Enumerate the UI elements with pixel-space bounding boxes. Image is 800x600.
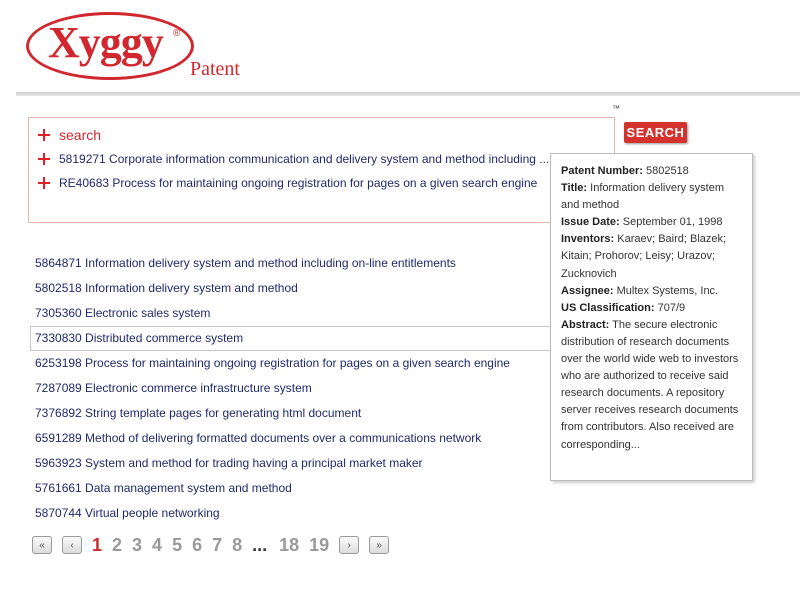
result-item[interactable]: 6591289 Method of delivering formatted documents over a communications network [35,431,482,445]
abstract-value: The secure electronic distribution of research documents over the world wide web to investors who are authorized to receive said research documents. A repository server receives research documents from contributors. Also received are corresponding... [561,318,739,451]
first-page-button[interactable]: « [32,536,52,554]
page-number[interactable]: 7 [212,534,223,555]
page-number[interactable]: 18 [279,534,300,555]
result-item[interactable]: 6253198 Process for maintaining ongoing registration for pages on a given search engine [35,356,510,370]
search-query-box[interactable] [28,117,615,223]
patent-details-tooltip [550,153,753,481]
page-number[interactable]: 19 [309,534,330,555]
page-number[interactable]: 6 [192,534,203,555]
result-item[interactable]: 5870744 Virtual people networking [35,506,220,520]
result-item-hovered[interactable]: 7330830 Distributed commerce system [30,326,630,351]
query-row[interactable] [37,126,101,144]
search-button[interactable]: SEARCH [624,122,687,143]
logo-registered-mark: ® [173,28,181,39]
query-term-row[interactable] [37,174,537,192]
logo-product-name: Patent [190,58,240,80]
query-term-row[interactable] [37,150,549,168]
query-term[interactable]: RE40683 Process for maintaining ongoing registration for pages on a given search engine [59,176,538,190]
next-page-button[interactable]: › [339,536,359,554]
page-number[interactable]: 8 [232,534,243,555]
inventors-label: Inventors: [561,233,615,246]
issue-date-value: September 01, 1998 [622,216,723,229]
page-number[interactable]: 2 [112,534,123,555]
result-item[interactable]: 5864871 Information delivery system and method including on-line entitlements [35,256,456,270]
title-label: Title: [561,182,588,195]
result-item[interactable]: 5802518 Information delivery system and method [35,281,298,295]
result-item[interactable]: 5761661 Data management system and method [35,481,292,495]
result-item[interactable]: 7305360 Electronic sales system [35,306,211,320]
xyggy-logo[interactable] [24,10,254,88]
result-item[interactable]: 5963923 System and method for trading having a principal market maker [35,456,423,470]
logo-wordmark: Xyggy [48,18,163,67]
assignee-label: Assignee: [561,284,614,297]
plus-icon[interactable] [37,128,51,142]
pagination [32,533,399,557]
plus-icon[interactable] [37,176,51,190]
title-value: Information delivery system and method [561,182,725,212]
trademark-mark: ™ [612,104,620,113]
prev-page-button[interactable]: ‹ [62,536,82,554]
inventors-value: Karaev; Baird; Blazek; Kitain; Prohorov; Leisy; Urazov; Zucknovich [561,233,727,280]
patent-number-value: 5802518 [645,165,689,177]
query-term[interactable]: 5819271 Corporate information communication and delivery system and method including ... [59,152,550,166]
issue-date-label: Issue Date: [561,216,620,229]
result-item[interactable]: 7376892 String template pages for generating html document [35,406,362,420]
page-number-current[interactable]: 1 [92,534,103,555]
classification-value: 707/9 [657,301,686,314]
page-number[interactable]: 5 [172,534,183,555]
abstract-label: Abstract: [561,318,610,331]
results-list [30,251,630,526]
page-ellipsis: ... [252,534,268,555]
assignee-value: Multex Systems, Inc. [616,284,719,297]
classification-label: US Classification: [561,301,655,314]
search-query-text[interactable]: search [59,127,102,143]
last-page-button[interactable]: » [369,536,389,554]
plus-icon[interactable] [37,152,51,166]
page-number[interactable]: 4 [152,534,163,555]
header-divider [16,92,800,96]
patent-number-label: Patent Number: [561,165,643,177]
result-item[interactable]: 7287089 Electronic commerce infrastructure system [35,381,312,395]
page-number[interactable]: 3 [132,534,143,555]
